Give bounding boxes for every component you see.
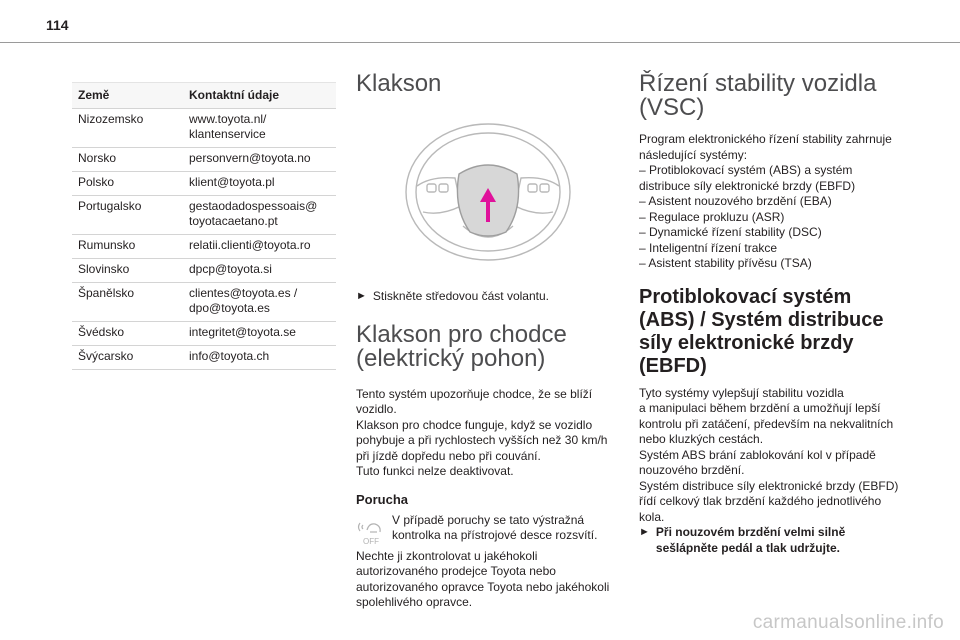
contact-cell: gestaodadospessoais@ toyotacaetano.pt (183, 196, 336, 235)
contact-cell: klient@toyota.pl (183, 172, 336, 196)
table-row (72, 322, 336, 346)
fault-warning (356, 513, 614, 547)
pedestrian-horn-title: Klakson pro chodce (elektrický pohon) (356, 320, 567, 372)
page-number: 114 (46, 17, 69, 33)
list-item: – Protiblokovací systém (ABS) a systém distribuce síly elektronické brzdy (EBFD) (639, 163, 856, 193)
fault-heading: Porucha (356, 491, 409, 507)
table-row (72, 172, 336, 196)
abs-title: Protiblokovací systém (ABS) / Systém distribuce síly elektronické brzdy (EBFD) (639, 285, 884, 377)
table-row (72, 346, 336, 370)
contact-cell: relatii.clienti@toyota.ro (183, 235, 336, 259)
contact-cell: integritet@toyota.se (183, 322, 336, 346)
abs-text: Tyto systémy vylepšují stabilitu vozidla a manipulaci během brzdění a umožňují lepší kontrolu při zatáčení, především na nekvalitních nebo kluzkých cestách. Systém ABS brání zablokování kol v případě nouzového brzdění. Systém distribuce síly elektronické brzdy (EBFD) řídí celkový tlak brzdění každého jednotlivého kola. (639, 385, 899, 524)
column-header-contact: Kontaktní údaje (183, 83, 336, 109)
list-item: – Asistent stability přívěsu (TSA) (639, 256, 812, 270)
vsc-title: Řízení stability vozidla (VSC) (639, 70, 877, 121)
header-divider (0, 42, 960, 43)
pedestrian-horn-intro: Tento systém upozorňuje chodce, že se blíží vozidlo. Klakson pro chodce funguje, když se vozidlo pohybuje a při rychlostech vyšších než 30 km/h při jízdě dopředu nebo při couvání. Tuto funkci nelze deaktivovat. (356, 386, 608, 478)
fault-text: V případě poruchy se tato výstražná kontrolka na přístrojové desce rozsvítí. (392, 512, 598, 542)
list-item: – Dynamické řízení stability (DSC) (639, 225, 822, 239)
horn-instruction (356, 289, 614, 305)
table-row (72, 235, 336, 259)
horn-instruction-text: Stiskněte středovou část volantu. (372, 289, 549, 303)
steering-wheel-illustration (401, 116, 575, 264)
country-cell: Španělsko (72, 283, 183, 322)
column-header-country: Země (72, 83, 183, 109)
off-label: OFF (363, 536, 379, 546)
horn-column (356, 66, 614, 611)
watermark: carmanualsonline.info (752, 612, 944, 633)
fault-followup: Nechte ji zkontrolovat u jakéhokoli autorizovaného prodejce Toyota nebo autorizovaného opravce Toyota nebo jakéhokoli spolehlivého opravce. (356, 548, 610, 609)
stability-column (639, 66, 911, 556)
play-arrow-icon: ► (356, 290, 367, 302)
contact-cell: personvern@toyota.no (183, 148, 336, 172)
list-item: – Regulace prokluzu (ASR) (639, 209, 785, 224)
country-cell: Rumunsko (72, 235, 183, 259)
table-row (72, 109, 336, 148)
abs-instruction-text: Při nouzovém brzdění velmi silně sešlápněte pedál a tlak udržujte. (655, 525, 846, 555)
country-cell: Slovinsko (72, 259, 183, 283)
list-item: – Inteligentní řízení trakce (639, 240, 778, 255)
country-cell: Norsko (72, 148, 183, 172)
country-cell: Portugalsko (72, 196, 183, 235)
country-cell: Polsko (72, 172, 183, 196)
country-cell: Švýcarsko (72, 346, 183, 370)
contacts-table (72, 82, 336, 370)
play-arrow-icon: ► (639, 526, 650, 538)
table-row (72, 148, 336, 172)
contact-cell: www.toyota.nl/ klantenservice (183, 109, 336, 148)
table-row (72, 259, 336, 283)
contact-cell: clientes@toyota.es / dpo@toyota.es (183, 283, 336, 322)
country-cell: Švédsko (72, 322, 183, 346)
table-row (72, 283, 336, 322)
table-header-row (72, 83, 336, 109)
abs-instruction (639, 525, 911, 556)
vsc-intro: Program elektronického řízení stability zahrnuje následující systémy: (639, 132, 892, 162)
horn-title: Klakson (356, 70, 442, 97)
country-cell: Nizozemsko (72, 109, 183, 148)
contact-cell: dpcp@toyota.si (183, 259, 336, 283)
pedestrian-horn-warning-icon (356, 517, 386, 547)
contact-cell: info@toyota.ch (183, 346, 336, 370)
list-item: – Asistent nouzového brzdění (EBA) (639, 194, 832, 208)
table-row (72, 196, 336, 235)
